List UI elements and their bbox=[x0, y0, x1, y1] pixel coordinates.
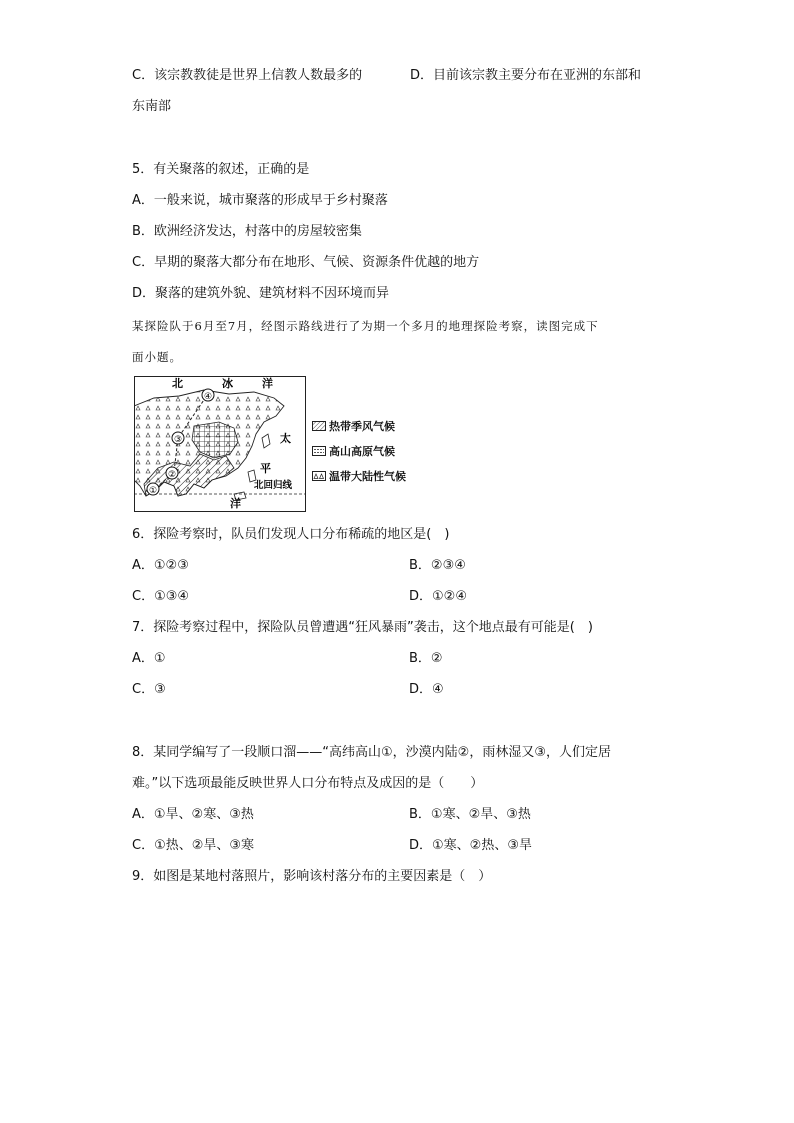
svg-text:①: ① bbox=[148, 486, 158, 496]
hatch-diagonal-icon bbox=[312, 421, 326, 431]
label-ping: 平 bbox=[260, 462, 271, 475]
triangles-icon bbox=[312, 471, 326, 481]
q8-option-b: B．①寒、②旱、③热 bbox=[409, 807, 531, 822]
q8-stem-line2: 难。”以下选项最能反映世界人口分布特点及成因的是（ ） bbox=[132, 776, 484, 791]
q4-option-c: C．该宗教教徒是世界上信教人数最多的 bbox=[132, 68, 363, 83]
q6-option-b: B．②③④ bbox=[409, 558, 466, 573]
q5-option-c: C．早期的聚落大都分布在地形、气候、资源条件优越的地方 bbox=[132, 255, 480, 270]
label-ice: 冰 bbox=[222, 377, 233, 390]
svg-text:③: ③ bbox=[173, 435, 183, 445]
label-tai: 太 bbox=[280, 432, 291, 445]
q7-option-c: C．③ bbox=[132, 682, 166, 697]
route-map bbox=[134, 376, 306, 512]
q8-option-a: A．①旱、②寒、③热 bbox=[132, 807, 254, 822]
q5-option-b: B．欧洲经济发达，村落中的房屋较密集 bbox=[132, 224, 362, 239]
q6-stem: 6．探险考察时，队员们发现人口分布稀疏的地区是( ) bbox=[132, 527, 450, 542]
q9-stem: 9．如图是某地村落照片，影响该村落分布的主要因素是（ ） bbox=[132, 869, 492, 884]
q7-option-b: B．② bbox=[409, 651, 443, 666]
svg-text:④: ④ bbox=[203, 392, 213, 402]
legend-item-plateau: 高山高原气候 bbox=[312, 438, 406, 463]
q6-option-c: C．①③④ bbox=[132, 589, 190, 604]
q5-option-a: A．一般来说，城市聚落的形成早于乡村聚落 bbox=[132, 193, 388, 208]
q8-option-d: D．①寒、②热、③旱 bbox=[409, 838, 532, 853]
q4-option-d: D．目前该宗教主要分布在亚洲的东部和 bbox=[410, 68, 642, 83]
legend-item-continental: 温带大陆性气候 bbox=[312, 463, 406, 488]
map-intro-line2: 面小题。 bbox=[132, 350, 182, 364]
q7-option-d: D．④ bbox=[409, 682, 444, 697]
q6-option-d: D．①②④ bbox=[409, 589, 467, 604]
q7-stem: 7．探险考察过程中，探险队员曾遭遇“狂风暴雨”袭击，这个地点最有可能是( ) bbox=[132, 620, 593, 635]
hatch-dashes-icon bbox=[312, 446, 326, 456]
label-ocean-top: 洋 bbox=[262, 377, 273, 390]
map-intro-line1: 某探险队于6月至7月，经图示路线进行了为期一个多月的地理探险考察，读图完成下 bbox=[132, 319, 599, 333]
svg-text:②: ② bbox=[167, 470, 177, 480]
q8-stem-line1: 8．某同学编写了一段顺口溜——“高纬高山①，沙漠内陆②，雨林湿又③，人们定居 bbox=[132, 745, 611, 760]
q7-option-a: A．① bbox=[132, 651, 166, 666]
label-tropic: 北回归线 bbox=[254, 480, 293, 491]
q6-option-a: A．①②③ bbox=[132, 558, 189, 573]
map-legend bbox=[312, 413, 406, 488]
label-north: 北 bbox=[172, 377, 183, 390]
q5-option-d: D．聚落的建筑外貌、建筑材料不因环境而异 bbox=[132, 286, 390, 301]
q5-stem: 5．有关聚落的叙述，正确的是 bbox=[132, 162, 310, 177]
q8-option-c: C．①热、②旱、③寒 bbox=[132, 838, 255, 853]
label-ocean-bottom: 洋 bbox=[230, 497, 241, 510]
q4-option-d-continued: 东南部 bbox=[132, 99, 172, 114]
legend-item-monsoon: 热带季风气候 bbox=[312, 413, 406, 438]
